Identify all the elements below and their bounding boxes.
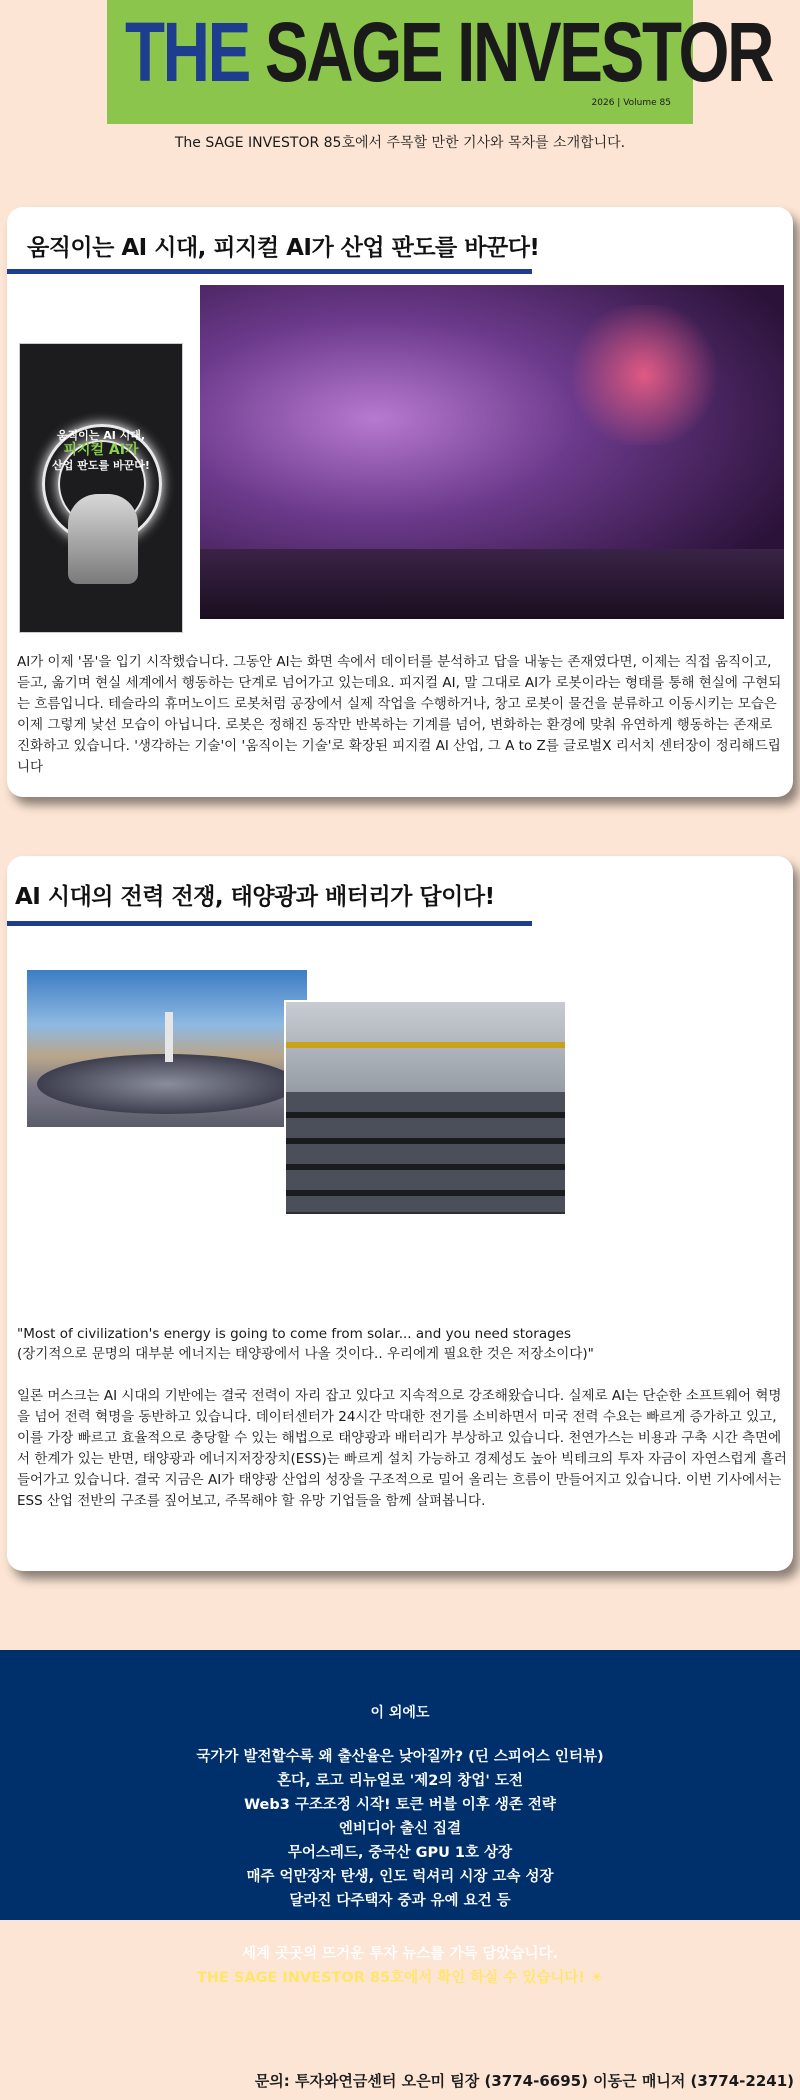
contact-info: 문의: 투자와연금센터 오은미 팀장 (3774-6695) 이동근 매니저 (3774-2241) (254, 2072, 794, 2090)
list-item[interactable]: 혼다, 로고 리뉴얼로 '제2의 창업' 도전 (277, 1773, 523, 1789)
masthead-title: THE SAGE INVESTOR (125, 5, 773, 99)
closing-cta[interactable]: THE SAGE INVESTOR 85호에서 확인 하실 수 있습니다! ☀ (196, 1970, 604, 1986)
intro-text: The SAGE INVESTOR 85호에서 주목할 만한 기사와 목차를 소개합니다. (174, 135, 626, 151)
article-title[interactable]: 움직이는 AI 시대, 피지컬 AI가 산업 판도를 바꾼다! (27, 235, 540, 261)
solar-plant-image (27, 970, 307, 1127)
list-item[interactable]: Web3 구조조정 시작! 토큰 버블 이후 생존 전략 (244, 1797, 556, 1813)
more-heading: 이 외에도 (370, 1705, 430, 1721)
heliostat-field (37, 1054, 297, 1114)
musk-quote: "Most of civilization's energy is going to come from solar... and you need storages (장기적으로 문명의 대부분 에너지는 태양광에서 나올 것이다.. 우리에게 필요한 것은 저장소이다)" (17, 1326, 594, 1362)
article-card-physical-ai[interactable] (7, 207, 793, 797)
list-item[interactable]: 무어스레드, 중국산 GPU 1호 상장 (287, 1845, 513, 1861)
robot-handshake-image (200, 285, 784, 619)
cover-headline: 움직이는 AI 시대, 피지컬 AI가 산업 판도를 바꾼다! (52, 429, 150, 472)
article-body: 일론 머스크는 AI 시대의 기반에는 결국 전력이 자리 잡고 있다고 지속적으로 강조해왔습니다. 실제로 AI는 단순한 소프트웨어 혁명을 넘어 전력 혁명을 동반하고 있습니다. 데이터센터가 24시간 막대한 전기를 소비하면서 미국 전력 수요는 빠르게 증가하고 있고, 이를 가장 빠르고 효율적으로 충당할 수 있는 해법으로 태양광과 배터리가 부상하고 있습니다. 천연가스는 비용과 구축 시간 측면에서 한계가 있는 반면, 태양광과 에너지저장장치(ESS)는 빠르게 설치 가능하고 경제성도 높아 빅테크의 투자 자금이 자연스럽게 흘러들어가고 있습니다. 결국 지금은 AI가 태양광 산업의 성장을 구조적으로 밀어 올리는 흐름이 만들어지고 있습니다. 이번 기사에서는 ESS 산업 전반의 구조를 짚어보고, 주목해야 할 유망 기업들을 함께 살펴봅니다. (17, 1388, 787, 1509)
more-articles-list (0, 1745, 800, 1913)
issue-number: 2026 | Volume 85 (591, 98, 671, 108)
list-item[interactable]: 엔비디아 출신 집결 (338, 1821, 462, 1837)
title-underline (7, 921, 532, 926)
list-item[interactable]: 달라진 다주택자 중과 유예 요건 등 (289, 1893, 511, 1909)
graffiti-glow (564, 305, 724, 445)
stage-floor (200, 549, 784, 619)
robot-hand-icon (68, 494, 138, 584)
factory-beam (286, 1042, 565, 1048)
panel-rows (286, 1092, 565, 1212)
solar-tower (165, 1012, 173, 1062)
article-body: AI가 이제 '몸'을 입기 시작했습니다. 그동안 AI는 화면 속에서 데이터를 분석하고 답을 내놓는 존재였다면, 이제는 직접 움직이고, 듣고, 옮기며 현실 세계에서 행동하는 단계로 넘어가고 있는데요. 피지컬 AI, 말 그대로 AI가 로봇이라는 형태를 통해 현실에 구현되는 흐름입니다. 테슬라의 휴머노이드 로봇처럼 공장에서 실제 작업을 수행하거나, 창고 로봇이 물건을 분류하고 이동시키는 모습은 이제 그렇게 낯선 모습이 아닙니다. 로봇은 정해진 동작만 반복하는 기계를 넘어, 변화하는 환경에 맞춰 유연하게 행동하는 존재로 진화하고 있습니다. '생각하는 기술'이 '움직이는 기술'로 확장된 피지컬 AI 산업, 그 A to Z를 글로벌X 리서치 센터장이 정리해드립니다 (17, 654, 782, 775)
article-title[interactable]: AI 시대의 전력 전쟁, 태양광과 배터리가 답이다! (15, 884, 495, 910)
closing-line: 세계 곳곳의 뜨거운 투자 뉴스를 가득 담았습니다. (242, 1946, 558, 1962)
article-card-power-war[interactable] (7, 856, 793, 1571)
list-item[interactable]: 국가가 발전할수록 왜 출산율은 낮아질까? (딘 스피어스 인터뷰) (196, 1749, 604, 1765)
more-articles-band (0, 1650, 800, 1986)
title-underline (7, 269, 532, 274)
battery-factory-image (284, 1000, 567, 1216)
list-item[interactable]: 매주 억만장자 탄생, 인도 럭셔리 시장 고속 성장 (246, 1869, 554, 1885)
magazine-cover-image (19, 343, 183, 633)
masthead-banner (107, 0, 773, 124)
